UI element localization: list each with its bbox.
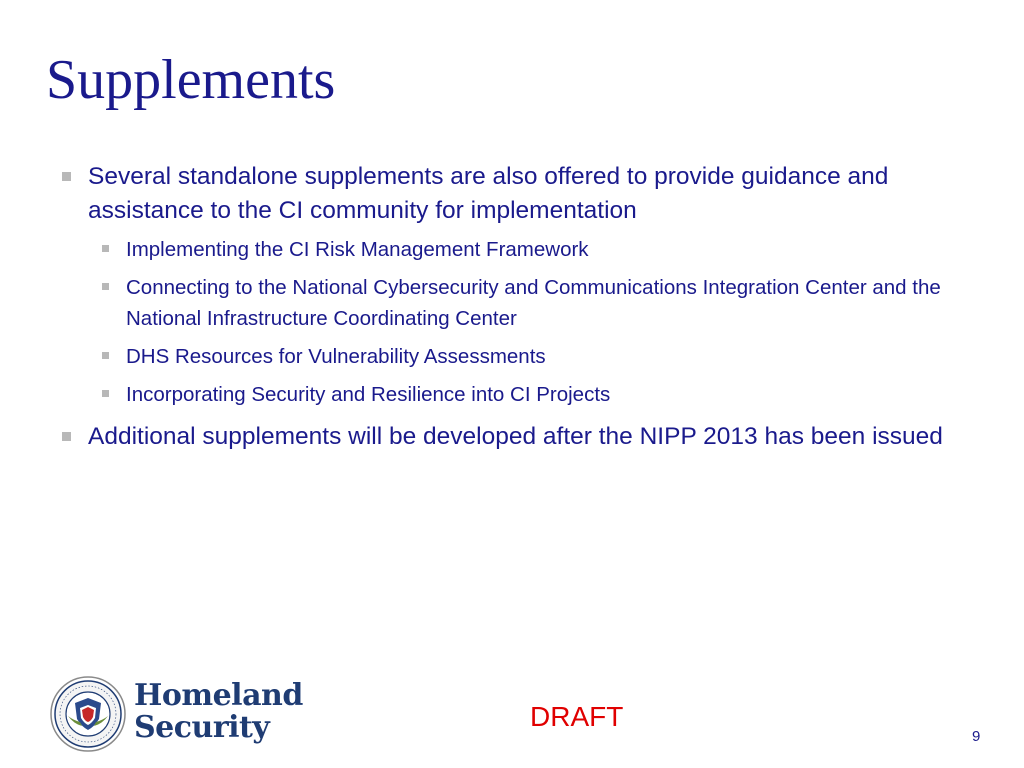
- sub-bullet-item: [100, 272, 977, 334]
- sub-bullet-text: Incorporating Security and Resilience into CI Projects: [126, 383, 611, 406]
- slide-title: Supplements: [46, 49, 336, 111]
- square-bullet-icon: [102, 352, 109, 359]
- square-bullet-icon: [102, 390, 109, 397]
- bullet-item: [62, 420, 977, 454]
- square-bullet-icon: [102, 245, 109, 252]
- bullet-item: [62, 160, 977, 410]
- dhs-logo: [50, 676, 310, 756]
- square-bullet-icon: [62, 432, 71, 441]
- sub-bullet-item: [100, 234, 977, 265]
- dhs-wordmark: [134, 680, 303, 744]
- wordmark-line-1: Homeland: [134, 678, 303, 713]
- dhs-seal-icon: [50, 676, 126, 752]
- bullet-text: Additional supplements will be developed after the NIPP 2013 has been issued: [88, 423, 943, 450]
- bullet-text: Several standalone supplements are also offered to provide guidance and assistance to the CI community for implementation: [88, 163, 889, 224]
- sub-bullet-text: Connecting to the National Cybersecurity and Communications Integration Center and the National Infrastructure Coordinating Center: [126, 276, 941, 330]
- square-bullet-icon: [62, 172, 71, 181]
- square-bullet-icon: [102, 283, 109, 290]
- bullet-list: [62, 160, 977, 458]
- sub-bullet-item: [100, 341, 977, 372]
- sub-bullet-text: Implementing the CI Risk Management Framework: [126, 238, 589, 261]
- sub-bullet-text: DHS Resources for Vulnerability Assessments: [126, 345, 546, 368]
- draft-label: DRAFT: [530, 701, 624, 732]
- sub-bullet-item: [100, 379, 977, 410]
- page-number: 9: [972, 728, 981, 745]
- sub-bullet-list: [88, 234, 977, 410]
- wordmark-line-2: Security: [134, 710, 270, 745]
